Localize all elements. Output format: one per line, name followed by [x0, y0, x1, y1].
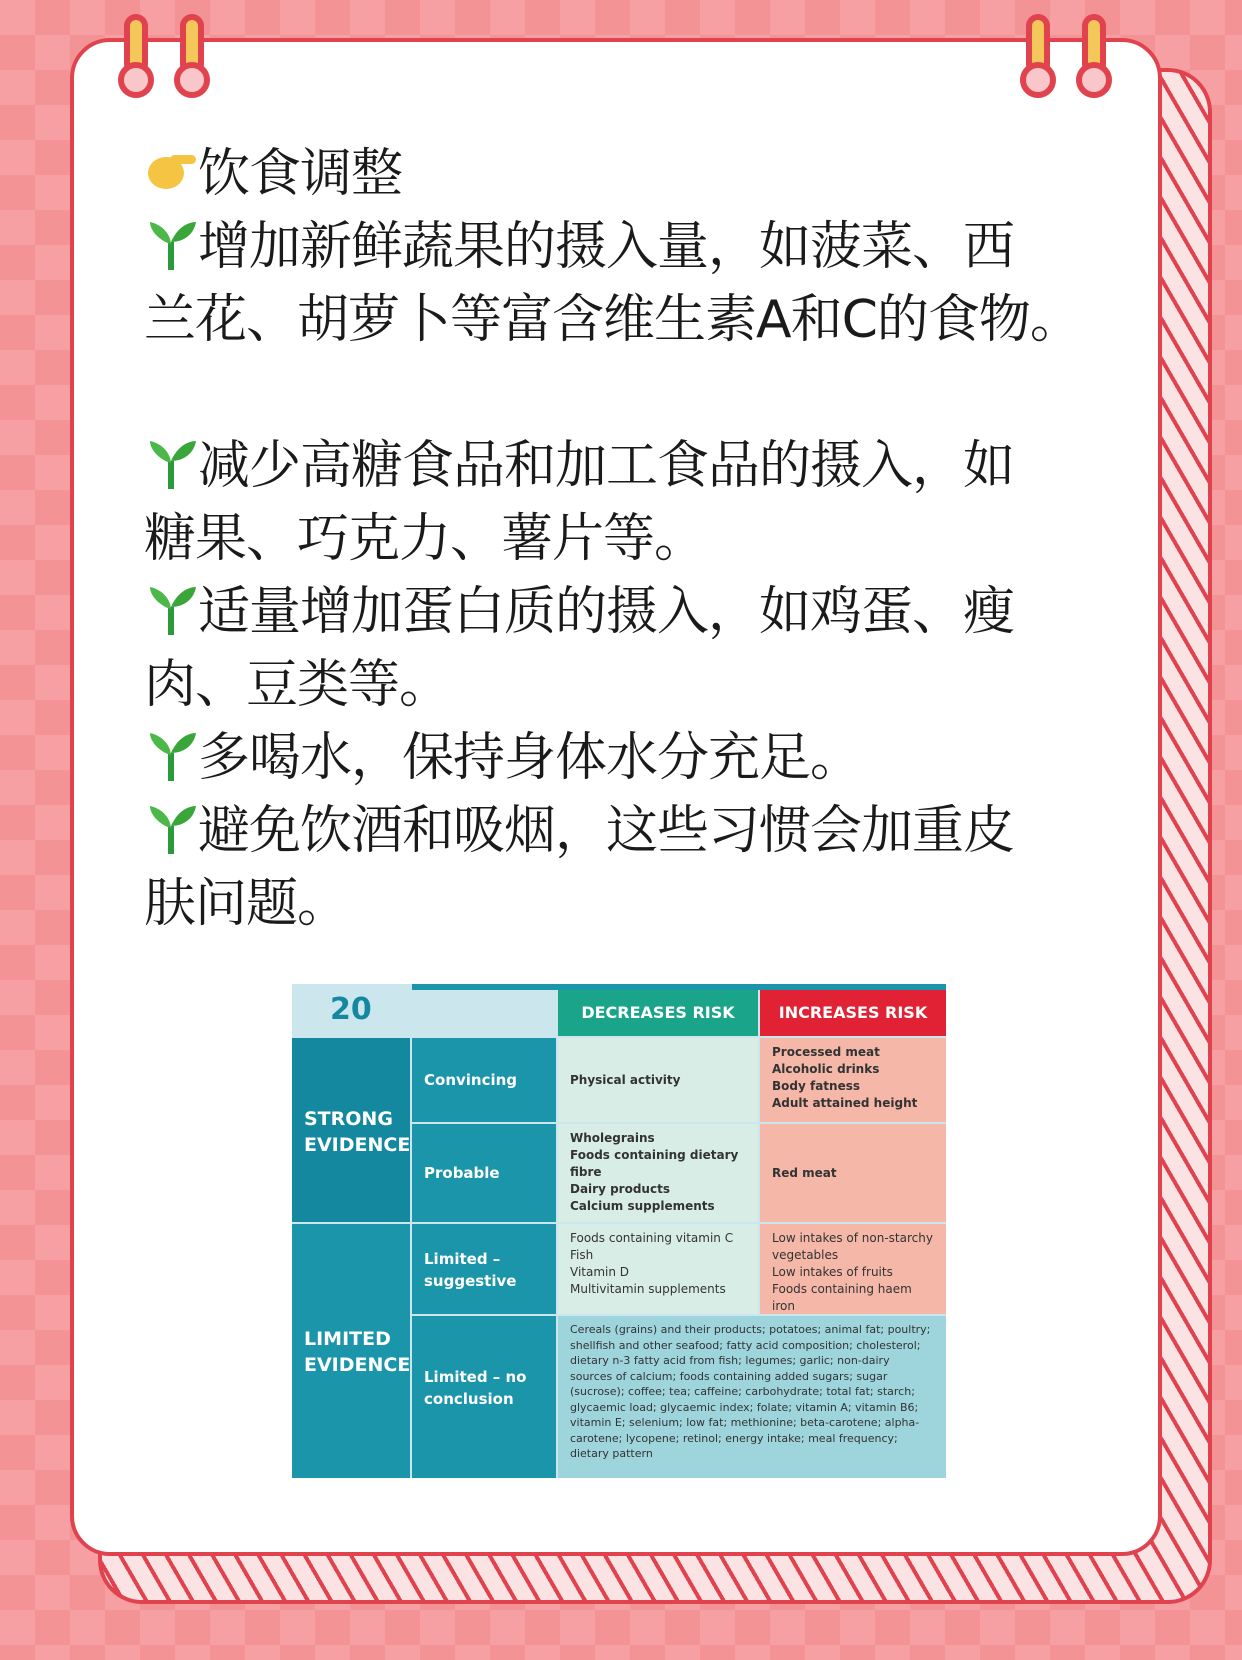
- text-content: [144, 138, 1124, 941]
- cell-text: Body fatness: [772, 1079, 861, 1093]
- continuation-line: [144, 503, 1124, 576]
- cell-text: Alcoholic drinks: [772, 1062, 880, 1076]
- suggestive-label: Limited – suggestive: [424, 1250, 517, 1290]
- strong-evidence-cell: [292, 1038, 410, 1222]
- sprout-icon: [144, 796, 198, 856]
- cell-text: Dairy products: [570, 1182, 670, 1196]
- tip-text: 增加新鲜蔬果的摄入量，如菠菜、西: [198, 217, 1015, 277]
- cell-text: Fish: [570, 1248, 594, 1262]
- continuation-line: [144, 284, 1124, 357]
- sprout-icon: [144, 577, 198, 637]
- limited-label: LIMITED EVIDENCE: [304, 1328, 410, 1376]
- tip-text: 避免饮酒和吸烟，这些习惯会加重皮: [198, 801, 1015, 861]
- binder-hole: [1076, 62, 1112, 98]
- tip-text: 适量增加蛋白质的摄入，如鸡蛋、瘦: [198, 582, 1015, 642]
- cell-text: Foods containing haem iron: [772, 1282, 912, 1313]
- bullet-line: [144, 430, 1124, 503]
- suggestive-cell: [412, 1224, 556, 1314]
- sprout-icon: [144, 723, 198, 783]
- cell-text: Multivitamin supplements: [570, 1282, 726, 1296]
- suggestive-decreases: [558, 1224, 758, 1314]
- increases-label: INCREASES RISK: [778, 1003, 928, 1022]
- bullet-line: [144, 576, 1124, 649]
- bullet-line: [144, 211, 1124, 284]
- cell-text: Adult attained height: [772, 1096, 918, 1110]
- cell-text: Foods containing dietary fibre: [570, 1148, 739, 1179]
- cell-text: Calcium supplements: [570, 1199, 715, 1213]
- tip-text: 肉、豆类等。: [144, 655, 451, 715]
- bullet-line: [144, 795, 1124, 868]
- continuation-line: [144, 868, 1124, 941]
- cell-text: Low intakes of fruits: [772, 1265, 893, 1279]
- header-increases: [760, 990, 946, 1036]
- tip-text: 肤问题。: [144, 874, 349, 934]
- tip-text: 兰花、胡萝卜等富含维生素A和C的食物。: [144, 290, 1081, 350]
- header-decreases: [558, 990, 758, 1036]
- tip-text: 糖果、巧克力、薯片等。: [144, 509, 706, 569]
- no-conclusion-cell: [412, 1316, 556, 1478]
- probable-label: Probable: [424, 1164, 500, 1182]
- bullet-line: [144, 722, 1124, 795]
- corner-label: 20: [330, 992, 372, 1027]
- heading: 饮食调整: [198, 144, 403, 204]
- sprout-icon: [144, 212, 198, 272]
- cell-text: Physical activity: [570, 1073, 681, 1087]
- evidence-table-image: [292, 984, 946, 1478]
- probable-increases: [760, 1124, 946, 1222]
- convincing-label: Convincing: [424, 1071, 518, 1089]
- pointing-hand-icon: [144, 139, 198, 199]
- continuation-line: [144, 649, 1124, 722]
- cell-text: Red meat: [772, 1166, 837, 1180]
- cell-text: Cereals (grains) and their products; potatoes; animal fat; poultry; shellfish and other seafood; fatty acid composition; cholesterol; dietary n-3 fatty acid from fish; legumes; garlic; non-dairy sources of calcium; foods containing added sugars; sugar (sucrose); coffee; tea; caffeine; carbohydrate; total fat; starch; glycaemic load; glycaemic index; folate; vitamin A; vitamin B6; vitamin E; selenium; low fat; methionine; beta-carotene; alpha-carotene; lycopene; retinol; energy intake; meal frequency; dietary pattern: [570, 1323, 931, 1460]
- decreases-label: DECREASES RISK: [581, 1003, 735, 1022]
- cell-text: Wholegrains: [570, 1131, 655, 1145]
- sprout-icon: [144, 431, 198, 491]
- cell-text: Foods containing vitamin C: [570, 1231, 734, 1245]
- convincing-cell: [412, 1038, 556, 1122]
- tip-text: 多喝水，保持身体水分充足。: [198, 728, 862, 788]
- table-corner: [292, 984, 408, 1036]
- probable-decreases: [558, 1124, 758, 1222]
- binder-hole: [174, 62, 210, 98]
- no-conclusion-label: Limited – no conclusion: [424, 1368, 527, 1408]
- heading-line: [144, 138, 1124, 211]
- tip-text: 减少高糖食品和加工食品的摄入，如: [198, 436, 1015, 496]
- convincing-increases: [760, 1038, 946, 1122]
- convincing-decreases: [558, 1038, 758, 1122]
- cell-text: Processed meat: [772, 1045, 880, 1059]
- limited-evidence-cell: [292, 1224, 410, 1478]
- no-conclusion-list: [558, 1316, 946, 1478]
- probable-cell: [412, 1124, 556, 1222]
- strong-label: STRONG EVIDENCE: [304, 1108, 410, 1156]
- binder-hole: [118, 62, 154, 98]
- cell-text: Vitamin D: [570, 1265, 630, 1279]
- cell-text: Low intakes of non-starchy vegetables: [772, 1231, 933, 1262]
- suggestive-increases: [760, 1224, 946, 1314]
- binder-hole: [1020, 62, 1056, 98]
